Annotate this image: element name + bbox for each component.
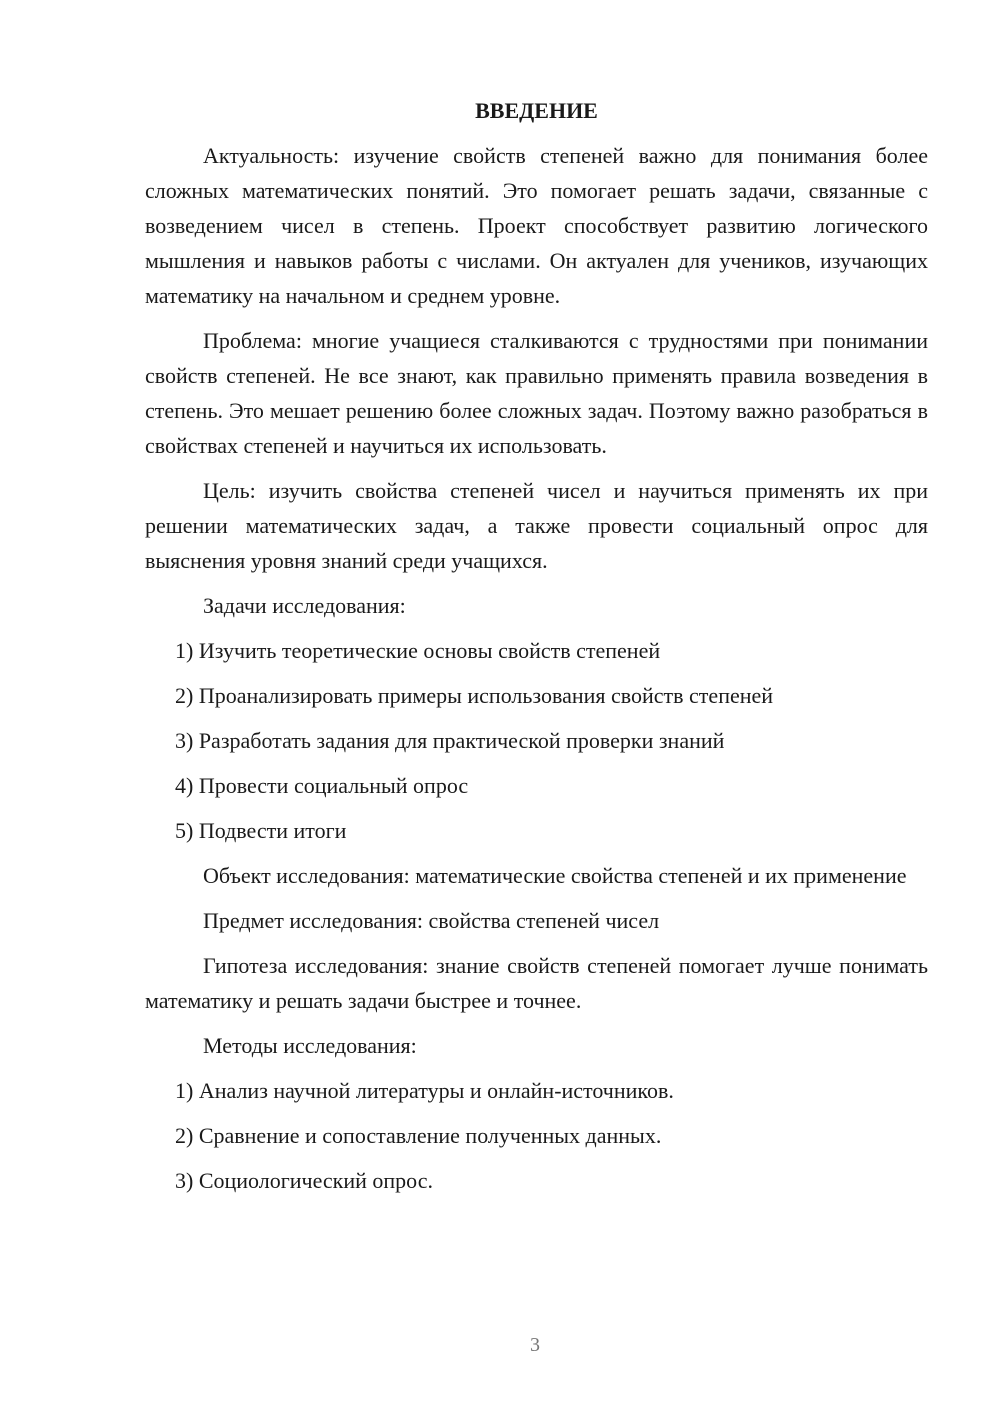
method-item: 3) Социологический опрос. (175, 1168, 433, 1193)
subject-line: Предмет исследования: свойства степеней чисел (203, 908, 660, 933)
method-item: 2) Сравнение и сопоставление полученных данных. (175, 1123, 662, 1148)
section-title: ВВЕДЕНИЕ (475, 98, 598, 123)
problem-paragraph: Проблема: многие учащиеся сталкиваются с трудностями при понимании свойств степеней. Не все знают, как правильно применять правила возведения в степень. Это мешает решению более сложных задач. Поэтому важно разобраться в свойствах степеней и научиться их использовать. (145, 328, 928, 458)
goal-paragraph: Цель: изучить свойства степеней чисел и научиться применять их при решении математических задач, а также провести социальный опрос для выяснения уровня знаний среди учащихся. (145, 478, 928, 573)
task-item: 4) Провести социальный опрос (175, 773, 469, 798)
task-item: 5) Подвести итоги (175, 818, 347, 843)
relevance-paragraph: Актуальность: изучение свойств степеней важно для понимания более сложных математических понятий. Это помогает решать задачи, связанные с возведением чисел в степень. Проект способствует развитию логического мышления и навыков работы с числами. Он актуален для учеников, изучающих математику на начальном и среднем уровне. (145, 143, 928, 308)
hypothesis-paragraph: Гипотеза исследования: знание свойств степеней помогает лучше понимать математику и решать задачи быстрее и точнее. (145, 953, 928, 1013)
page-number: 3 (530, 1334, 540, 1356)
task-item: 3) Разработать задания для практической проверки знаний (175, 728, 725, 753)
document-page (145, 96, 928, 1208)
task-item: 1) Изучить теоретические основы свойств степеней (175, 638, 661, 663)
method-item: 1) Анализ научной литературы и онлайн-источников. (175, 1078, 674, 1103)
tasks-heading: Задачи исследования: (203, 593, 406, 618)
object-paragraph: Объект исследования: математические свойства степеней и их применение (203, 863, 907, 888)
methods-heading: Методы исследования: (203, 1033, 417, 1058)
task-item: 2) Проанализировать примеры использования свойств степеней (175, 683, 774, 708)
